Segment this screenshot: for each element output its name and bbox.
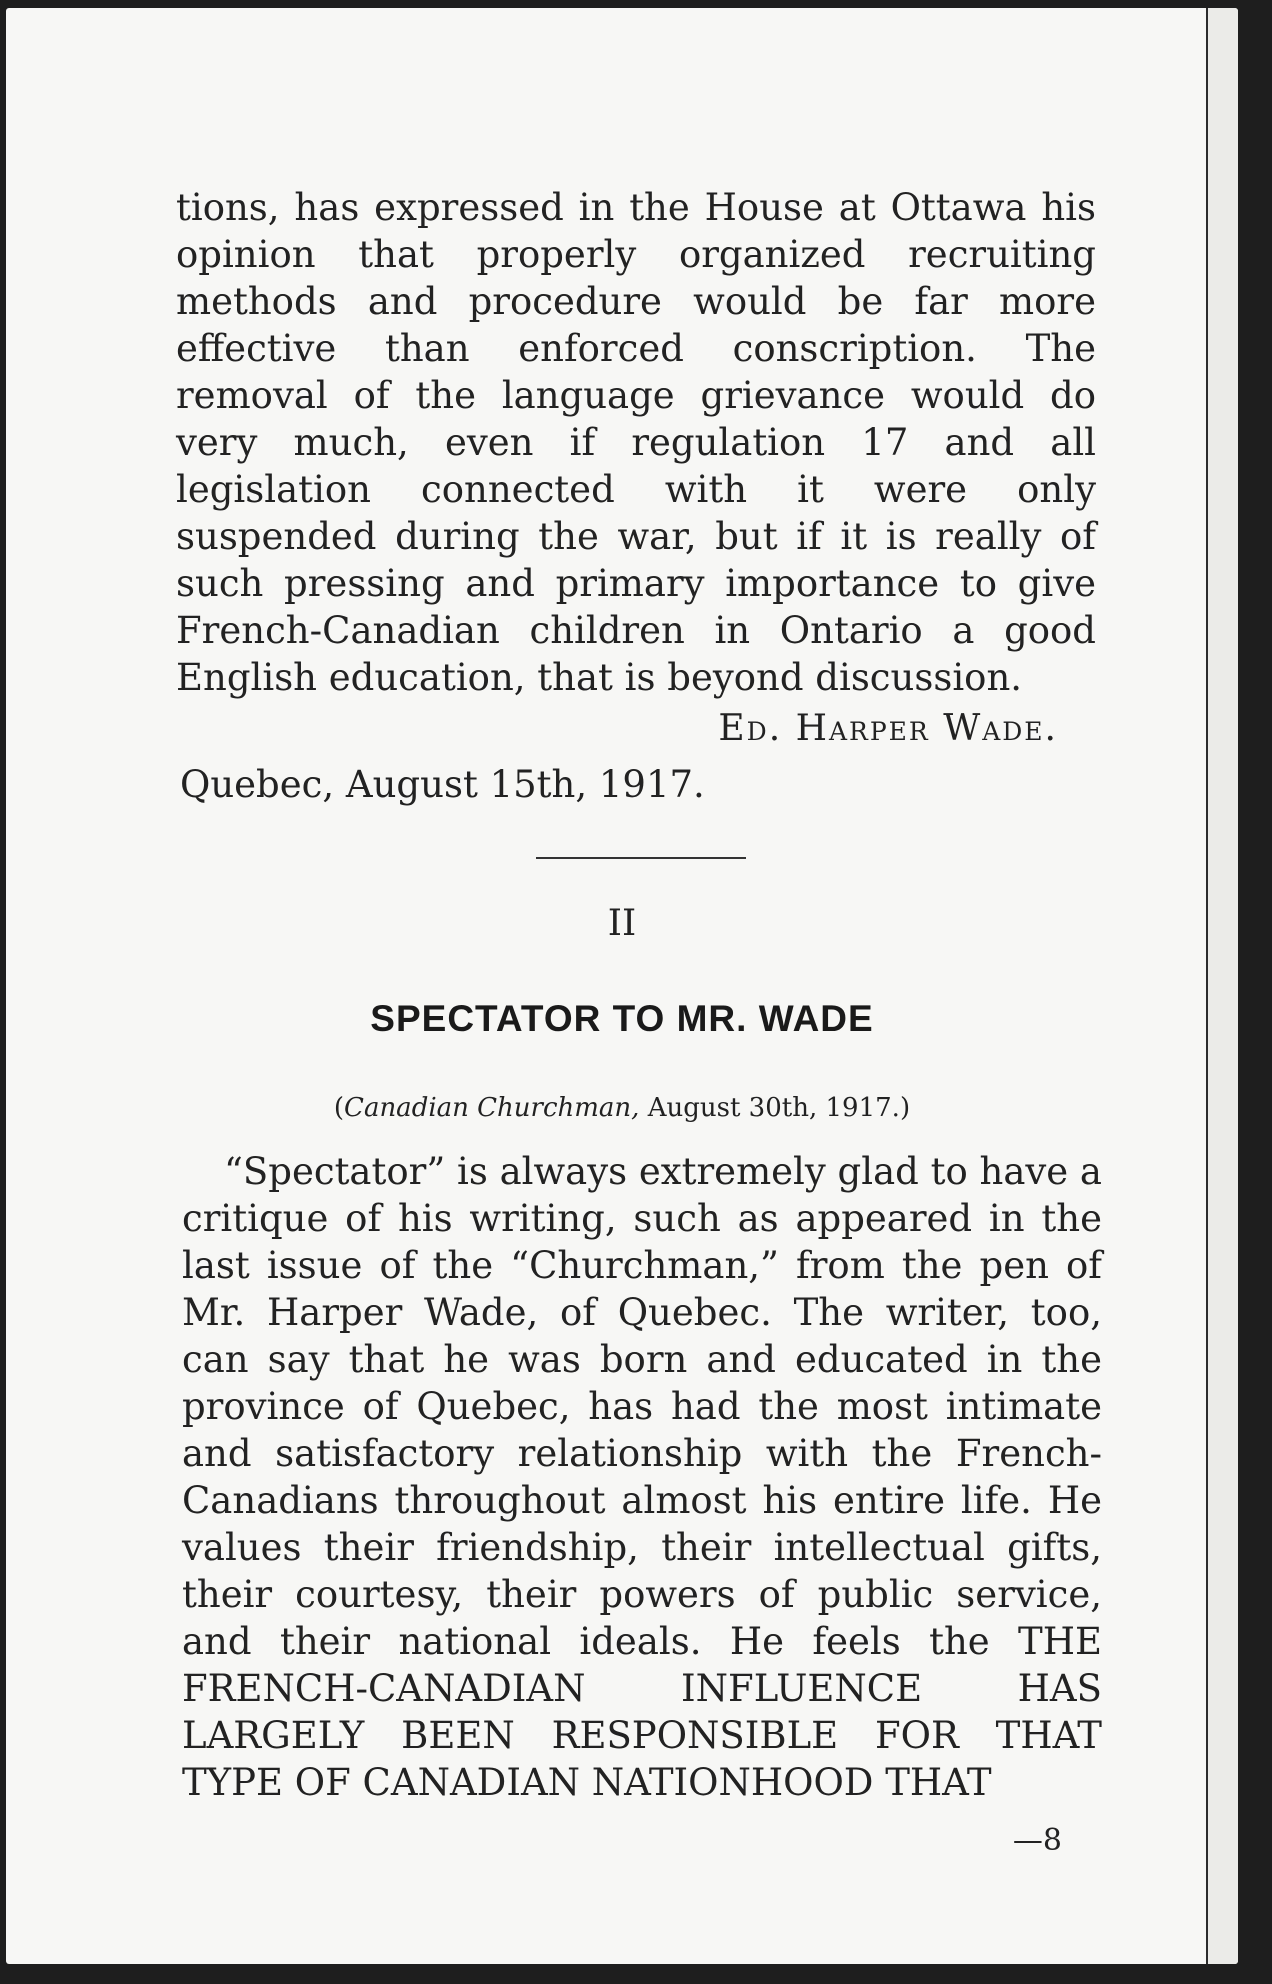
section-title: SPECTATOR TO MR. WADE bbox=[370, 998, 874, 1039]
source-publication: Canadian Churchman, bbox=[344, 1093, 640, 1123]
binding-gutter bbox=[1206, 8, 1238, 1964]
section-number: II bbox=[607, 903, 637, 944]
signature: Ed. Harper Wade. bbox=[718, 708, 1058, 749]
body-paragraph bbox=[182, 1148, 1102, 1806]
source-citation: (Canadian Churchman, August 30th, 1917.) bbox=[333, 1093, 911, 1123]
continued-paragraph: tions, has expressed in the House at Ottawa his opinion that properly organized recruiting methods and procedure would be far more effective than enforced conscription. The removal of the language grievance would do very much, even if regulation 17 and all legislation connected with it were only suspended during the war, but if it is really of such pressing and primary importance to give French-Canadian children in Ontario a good English education, that is beyond discussion. bbox=[176, 186, 1096, 699]
body-paragraph-text: “Spectator” is always extremely glad to have a critique of his writing, such as appeared in the last issue of the “Churchman,” from the pen of Mr. Harper Wade, of Quebec. The writer, too, can say that he was born and educated in the province of Quebec, has had the most intimate and satisfactory relationship with the French-Canadians throughout almost his entire life. He values their friendship, their intellectual gifts, their courtesy, their powers of public service, and their national ideals. He feels the THE FRENCH-CANADIAN INFLUENCE HAS LARGELY BEEN RESPONSIBLE FOR THAT TYPE OF CANADIAN NATIONHOOD THAT bbox=[182, 1150, 1102, 1804]
source-date: August 30th, 1917. bbox=[647, 1093, 900, 1123]
dateline: Quebec, August 15th, 1917. bbox=[180, 763, 705, 806]
section-divider bbox=[536, 857, 746, 859]
document-page bbox=[6, 8, 1238, 1964]
page-number: —8 bbox=[1012, 1823, 1062, 1858]
